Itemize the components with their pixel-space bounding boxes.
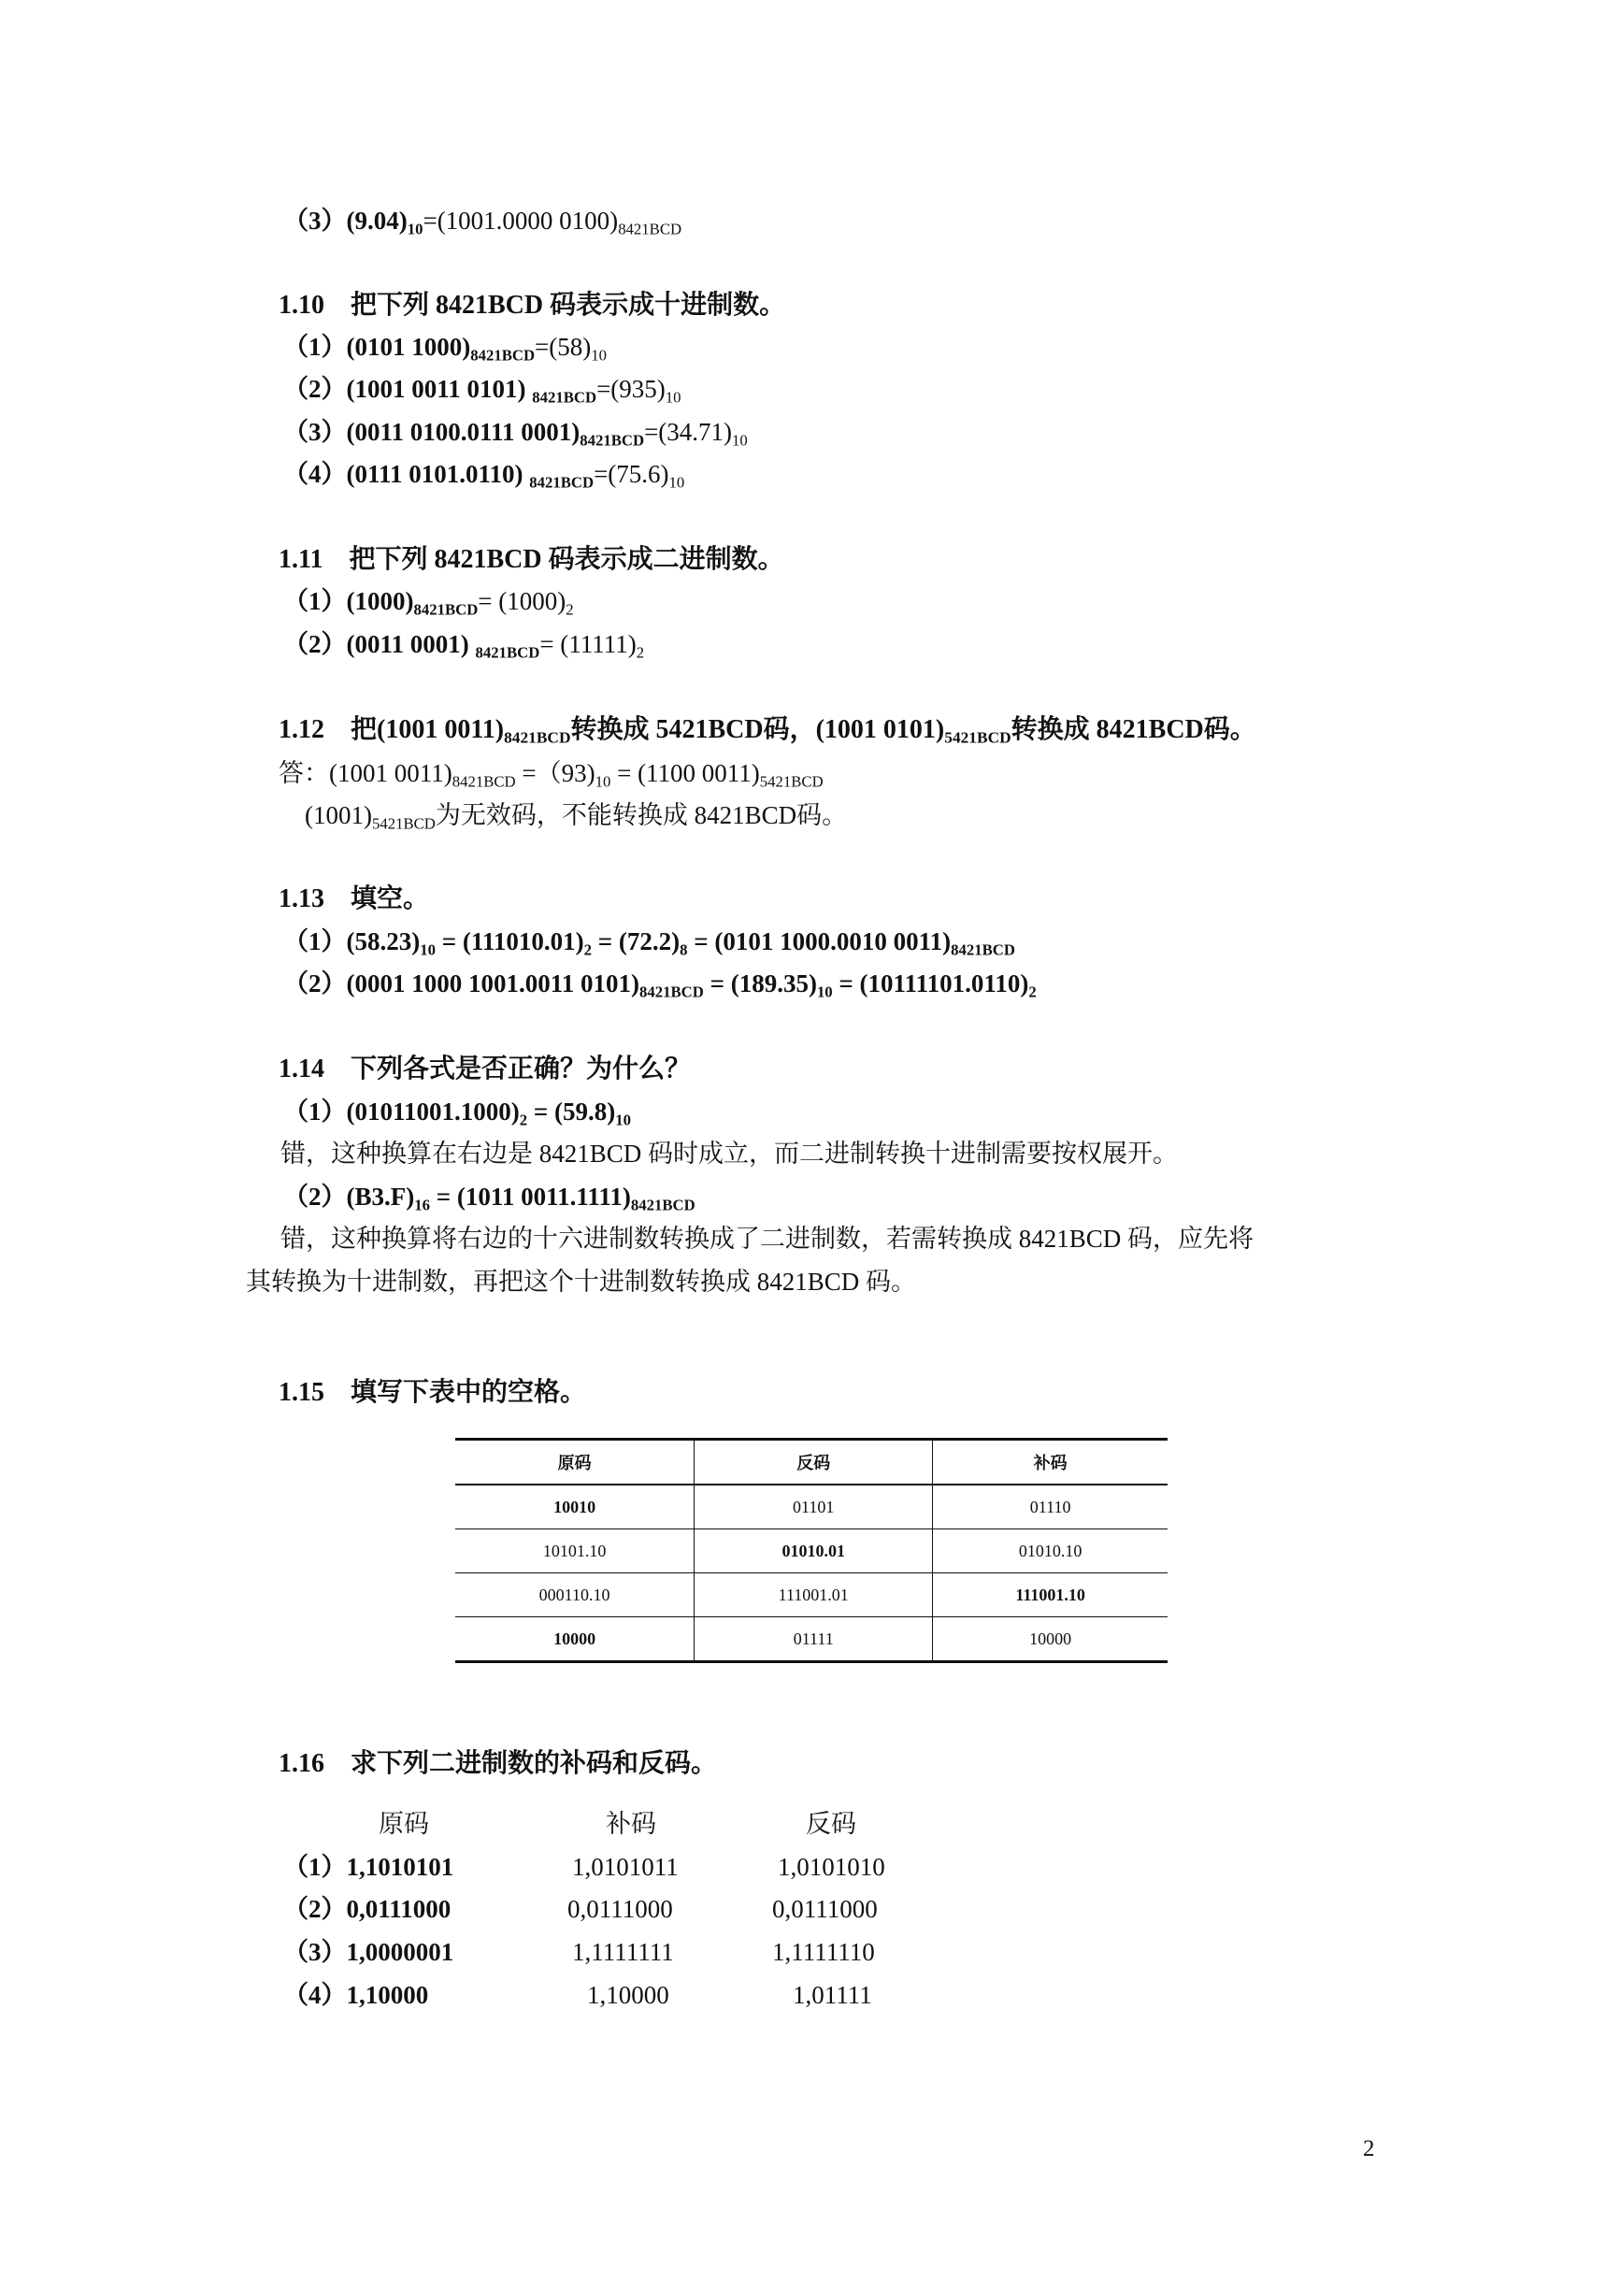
- page-number: 2: [1363, 2136, 1375, 2161]
- item-1-11-1: $(1)(1000)_{8421BCD}= (1000)_2$: [283, 587, 574, 619]
- code-table: [455, 1438, 1168, 1663]
- answer-1-14-2-line2: 其转换为十进制数，再把这个十进制数转换成 8421BCD 码。: [246, 1268, 917, 1296]
- table-header-row: [455, 1440, 1168, 1485]
- section-title-1-13: 1.13 填空。: [279, 884, 430, 913]
- table-header-cell: 补码: [933, 1440, 1168, 1485]
- table-row: [455, 1529, 1168, 1573]
- list-item-2-complement: 0,0111000: [567, 1895, 673, 1923]
- item-1-10-1: （1）(0101 $1000)_{8421BCD}=(58)_{10}$: [283, 333, 607, 365]
- col-header-original: 原码: [379, 1810, 429, 1838]
- table-row: [455, 1617, 1168, 1662]
- section-title-1-16: 1.16 求下列二进制数的补码和反码。: [279, 1749, 718, 1778]
- table-cell: 01111: [695, 1617, 933, 1662]
- item-1-13-2: （2）(0001 1000 1001.0011 $0101)_{8421BCD} = (189.35)_{10} = (10111101.0110)_2$: [283, 969, 1037, 1001]
- list-item-1-original: （1）1,1010101: [283, 1853, 454, 1881]
- answer-1-14-2-line1: 错，这种换算将右边的十六进制数转换成了二进制数，若需转换成 8421BCD 码，应先将: [280, 1225, 1254, 1253]
- col-header-inverse: 反码: [806, 1810, 856, 1838]
- answer-1-14-1: 错，这种换算在右边是 8421BCD 码时成立，而二进制转换十进制需要按权展开。: [280, 1140, 1179, 1168]
- section-title-1-11: 1.11 把下列 8421BCD 码表示成二进制数。: [279, 545, 784, 574]
- table-cell: 01101: [695, 1485, 933, 1529]
- table-header-cell: 原码: [455, 1440, 695, 1485]
- list-item-2-original: （2）0,0111000: [283, 1895, 452, 1923]
- item-1-10-3: （3）(0011 0100.0111 $0001)_{8421BCD}=(34.71)_{10}$: [283, 418, 748, 450]
- item-1-10-2: （2）(1001 0011 0101) $_{8421BCD}=(935)_{10}$: [283, 375, 681, 407]
- table-cell: 000110.10: [455, 1573, 695, 1617]
- list-item-1-complement: 1,0101011: [572, 1853, 679, 1881]
- item-1-14-1: $(1)(01011001.1000)_2 = (59.8)_{10}$: [283, 1098, 631, 1129]
- table-cell: 10000: [455, 1617, 695, 1662]
- list-item-2-inverse: 0,0111000: [772, 1895, 878, 1923]
- table-cell: 111001.10: [933, 1573, 1168, 1617]
- section-title-1-12: 1.12 把(1001 $0011)_{8421BCD}$转换成 5421BCD码，(1001 $0101)_{5421BCD}$转换成 8421BCD码。: [279, 715, 1256, 747]
- table-cell: 01010.01: [695, 1529, 933, 1573]
- table-cell: 10000: [933, 1617, 1168, 1662]
- answer-1-12-line1: 答：(1001 $0011)_{8421BCD} =(93)_{10} = (1100$ $0011)_{5421BCD}$: [279, 759, 824, 791]
- list-item-3-complement: 1,1111111: [572, 1938, 674, 1966]
- table-row: [455, 1573, 1168, 1617]
- answer-1-12-line2: $(1001)_{5421BCD}$为无效码，不能转换成 8421BCD码。: [305, 801, 848, 833]
- item-1-9-3: $(3)(9.04)_{10}=(1001.0000$ $0100)_{8421BCD}$: [283, 207, 682, 238]
- col-header-complement: 补码: [606, 1810, 656, 1838]
- list-item-4-inverse: 1,01111: [793, 1981, 872, 2009]
- list-item-3-original: （3）1,0000001: [283, 1938, 454, 1966]
- list-item-4-original: （4）1,10000: [283, 1981, 429, 2009]
- section-title-1-10: 1.10 把下列 8421BCD 码表示成十进制数。: [279, 291, 786, 320]
- table-header-cell: 反码: [695, 1440, 933, 1485]
- table-cell: 01010.10: [933, 1529, 1168, 1573]
- table-cell: 111001.01: [695, 1573, 933, 1617]
- table-cell: 10101.10: [455, 1529, 695, 1573]
- item-1-14-2: $(2)(B3.F)_{16} = (1011$ $0011.1111)_{8421BCD}$: [283, 1183, 695, 1214]
- table-cell: 10010: [553, 1497, 596, 1516]
- list-item-4-complement: 1,10000: [587, 1981, 669, 2009]
- table-cell: 01110: [933, 1485, 1168, 1529]
- list-item-3-inverse: 1,1111110: [772, 1938, 875, 1966]
- list-item-1-inverse: 1,0101010: [778, 1853, 885, 1881]
- item-1-13-1: $(1)(58.23)_{10} = (111010.01)_2 = (72.2)_8 = (0101$ 1000.0010 $0011)_{8421BCD}$: [283, 927, 1015, 959]
- section-title-1-14: 1.14 下列各式是否正确？为什么？: [279, 1055, 692, 1083]
- section-title-1-15: 1.15 填写下表中的空格。: [279, 1378, 587, 1407]
- table-row: [455, 1485, 1168, 1529]
- item-1-11-2: （2）(0011 0001) $_{8421BCD}= (11111)_2$: [283, 630, 645, 662]
- item-1-10-4: （4）(0111 0101.0110) $_{8421BCD}=(75.6)_{10}$: [283, 460, 685, 492]
